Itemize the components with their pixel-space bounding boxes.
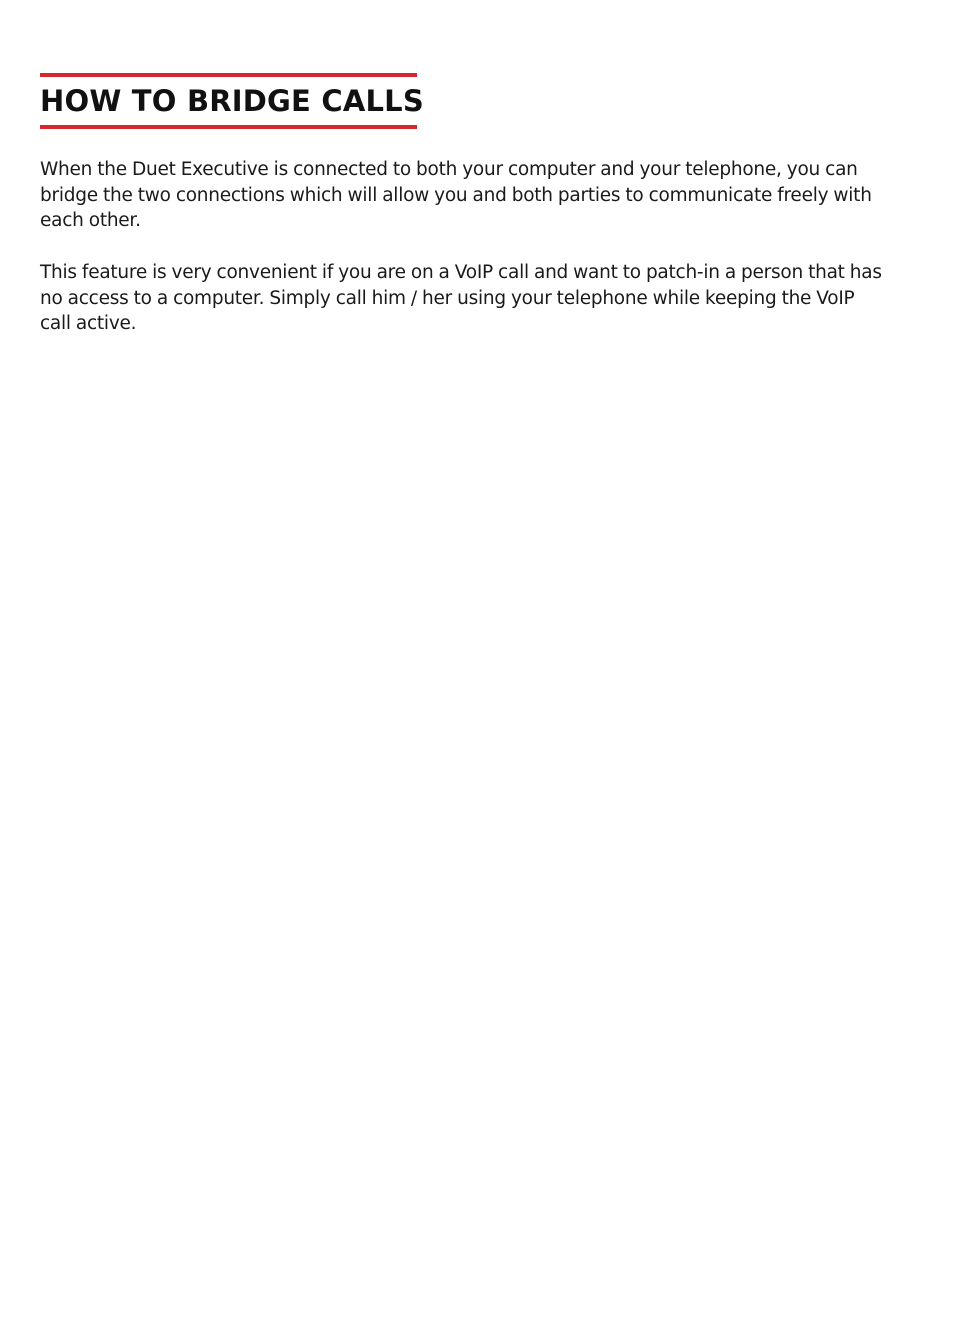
paragraph-intro: When the Duet Executive is connected to both your computer and your telephone, you can bridge the two connections which will allow you and both parties to communicate freely with each other. bbox=[40, 159, 872, 232]
document-page bbox=[40, 73, 890, 363]
section-body bbox=[40, 157, 890, 337]
page-title: HOW TO BRIDGE CALLS bbox=[40, 84, 424, 118]
paragraph-feature: This feature is very convenient if you are on a VoIP call and want to patch-in a person that has no access to a computer. Simply call him / her using your telephone while keeping the VoIP call active. bbox=[40, 261, 882, 335]
section-heading bbox=[40, 73, 424, 129]
